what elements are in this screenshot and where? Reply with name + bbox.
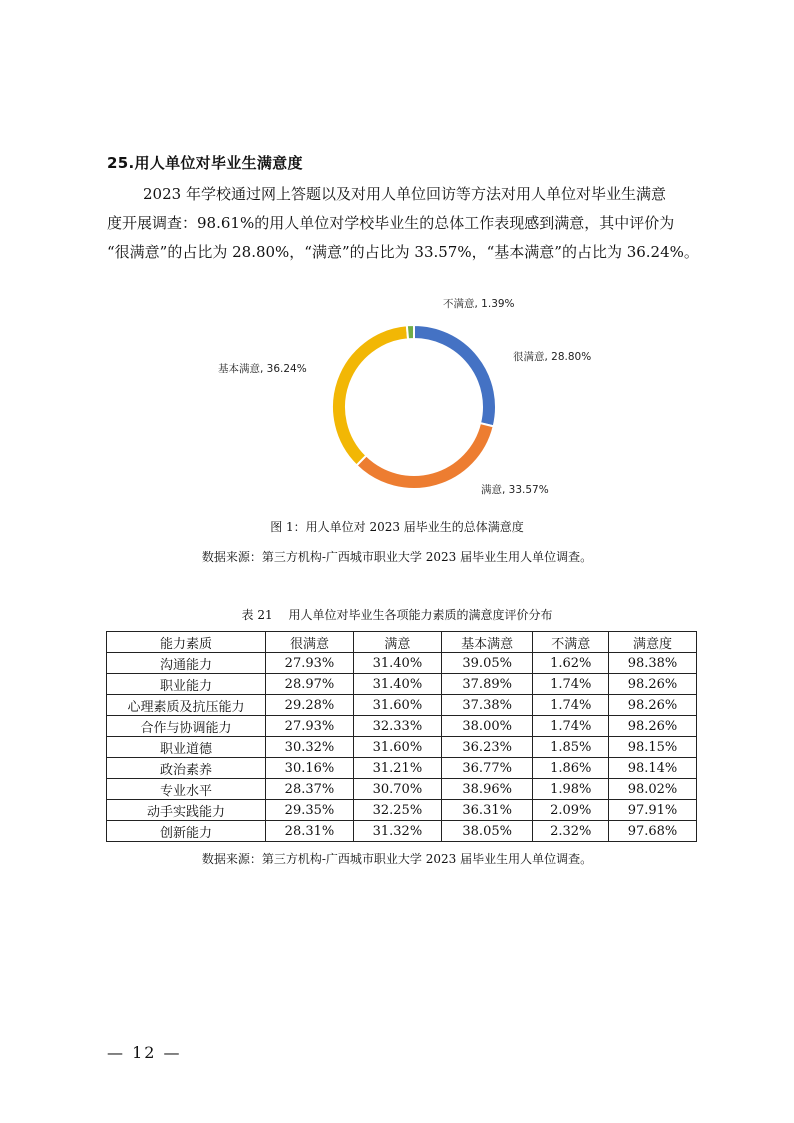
table-row bbox=[107, 737, 697, 758]
percent-cell: 98.14% bbox=[609, 758, 697, 779]
percent-cell: 37.89% bbox=[441, 674, 533, 695]
percent-cell: 30.32% bbox=[266, 737, 354, 758]
ability-name-cell: 创新能力 bbox=[107, 821, 266, 842]
column-header: 很满意 bbox=[266, 632, 354, 653]
column-header: 不满意 bbox=[533, 632, 609, 653]
donut-slice bbox=[407, 325, 414, 339]
satisfaction-donut-chart bbox=[200, 290, 620, 505]
figure-source: 数据来源：第三方机构-广西城市职业大学 2023 届毕业生用人单位调查。 bbox=[201, 550, 593, 564]
figure-caption: 图 1：用人单位对 2023 届毕业生的总体满意度 bbox=[270, 520, 524, 534]
percent-cell: 27.93% bbox=[266, 653, 354, 674]
table-row bbox=[107, 674, 697, 695]
table-row bbox=[107, 821, 697, 842]
percent-cell: 36.23% bbox=[441, 737, 533, 758]
percent-cell: 31.21% bbox=[353, 758, 441, 779]
percent-cell: 1.62% bbox=[533, 653, 609, 674]
ability-name-cell: 动手实践能力 bbox=[107, 800, 266, 821]
percent-cell: 2.32% bbox=[533, 821, 609, 842]
table-row bbox=[107, 800, 697, 821]
percent-cell: 38.00% bbox=[441, 716, 533, 737]
column-header: 能力素质 bbox=[107, 632, 266, 653]
percent-cell: 2.09% bbox=[533, 800, 609, 821]
donut-slice bbox=[414, 325, 496, 426]
table-header-row bbox=[107, 632, 697, 653]
ability-satisfaction-table bbox=[106, 631, 697, 842]
slice-data-label: 很满意, 28.80% bbox=[513, 351, 592, 363]
donut-slice bbox=[356, 423, 493, 489]
slice-data-label: 基本满意, 36.24% bbox=[218, 363, 307, 375]
table-row bbox=[107, 779, 697, 800]
percent-cell: 30.16% bbox=[266, 758, 354, 779]
ability-name-cell: 专业水平 bbox=[107, 779, 266, 800]
percent-cell: 28.31% bbox=[266, 821, 354, 842]
percent-cell: 28.97% bbox=[266, 674, 354, 695]
percent-cell: 32.33% bbox=[353, 716, 441, 737]
column-header: 满意 bbox=[353, 632, 441, 653]
paragraph-line: “很满意”的占比为 28.80%，“满意”的占比为 33.57%，“基本满意”的占比为 36.24%。 bbox=[107, 243, 699, 261]
section-heading: 25.用人单位对毕业生满意度 bbox=[107, 154, 303, 172]
percent-cell: 39.05% bbox=[441, 653, 533, 674]
percent-cell: 1.74% bbox=[533, 674, 609, 695]
percent-cell: 1.98% bbox=[533, 779, 609, 800]
percent-cell: 27.93% bbox=[266, 716, 354, 737]
percent-cell: 1.86% bbox=[533, 758, 609, 779]
percent-cell: 29.28% bbox=[266, 695, 354, 716]
table-row bbox=[107, 758, 697, 779]
percent-cell: 31.60% bbox=[353, 737, 441, 758]
percent-cell: 98.02% bbox=[609, 779, 697, 800]
percent-cell: 1.85% bbox=[533, 737, 609, 758]
percent-cell: 31.60% bbox=[353, 695, 441, 716]
table-source: 数据来源：第三方机构-广西城市职业大学 2023 届毕业生用人单位调查。 bbox=[201, 852, 593, 866]
paragraph-line: 度开展调查：98.61%的用人单位对学校毕业生的总体工作表现感到满意，其中评价为 bbox=[107, 214, 675, 232]
percent-cell: 31.40% bbox=[353, 653, 441, 674]
percent-cell: 38.05% bbox=[441, 821, 533, 842]
percent-cell: 31.40% bbox=[353, 674, 441, 695]
percent-cell: 97.68% bbox=[609, 821, 697, 842]
percent-cell: 31.32% bbox=[353, 821, 441, 842]
percent-cell: 36.31% bbox=[441, 800, 533, 821]
percent-cell: 29.35% bbox=[266, 800, 354, 821]
percent-cell: 98.26% bbox=[609, 716, 697, 737]
percent-cell: 36.77% bbox=[441, 758, 533, 779]
body-paragraph bbox=[107, 180, 699, 267]
column-header: 满意度 bbox=[609, 632, 697, 653]
slice-data-label: 满意, 33.57% bbox=[481, 484, 549, 496]
ability-name-cell: 合作与协调能力 bbox=[107, 716, 266, 737]
table-row bbox=[107, 695, 697, 716]
table-row bbox=[107, 716, 697, 737]
paragraph-line: 2023 年学校通过网上答题以及对用人单位回访等方法对用人单位对毕业生满意 bbox=[143, 185, 666, 203]
percent-cell: 98.26% bbox=[609, 674, 697, 695]
ability-name-cell: 职业道德 bbox=[107, 737, 266, 758]
percent-cell: 1.74% bbox=[533, 716, 609, 737]
ability-name-cell: 心理素质及抗压能力 bbox=[107, 695, 266, 716]
page-number: — 12 — bbox=[107, 1043, 182, 1062]
percent-cell: 32.25% bbox=[353, 800, 441, 821]
percent-cell: 97.91% bbox=[609, 800, 697, 821]
percent-cell: 98.26% bbox=[609, 695, 697, 716]
donut-slice bbox=[332, 325, 408, 465]
percent-cell: 28.37% bbox=[266, 779, 354, 800]
column-header: 基本满意 bbox=[441, 632, 533, 653]
percent-cell: 1.74% bbox=[533, 695, 609, 716]
ability-name-cell: 职业能力 bbox=[107, 674, 266, 695]
percent-cell: 30.70% bbox=[353, 779, 441, 800]
ability-name-cell: 沟通能力 bbox=[107, 653, 266, 674]
percent-cell: 37.38% bbox=[441, 695, 533, 716]
slice-data-label: 不满意, 1.39% bbox=[443, 298, 515, 310]
table-row bbox=[107, 653, 697, 674]
percent-cell: 98.15% bbox=[609, 737, 697, 758]
ability-name-cell: 政治素养 bbox=[107, 758, 266, 779]
percent-cell: 38.96% bbox=[441, 779, 533, 800]
table-caption: 表 21 用人单位对毕业生各项能力素质的满意度评价分布 bbox=[241, 608, 553, 622]
percent-cell: 98.38% bbox=[609, 653, 697, 674]
